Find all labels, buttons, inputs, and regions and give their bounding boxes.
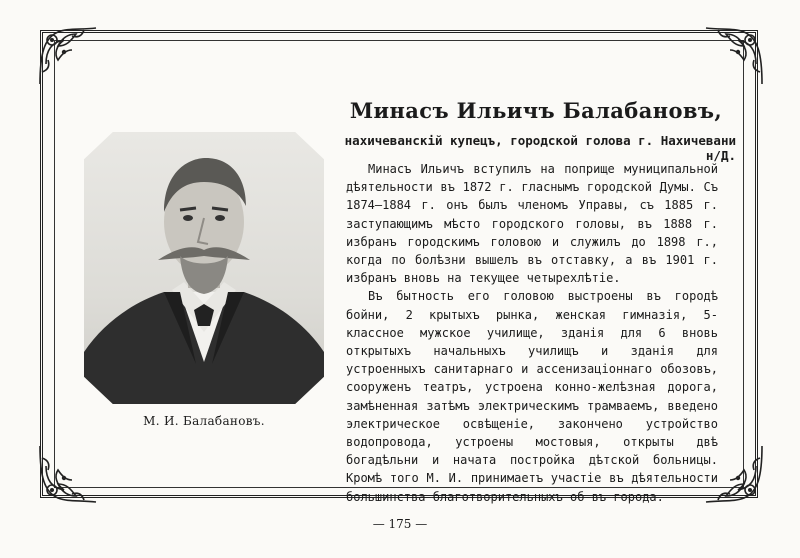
corner-ornament-icon — [702, 24, 766, 88]
person-title-subheading: нахичеванскій купецъ, городской голова г. Нахичевани н/Д. — [344, 133, 736, 163]
paragraph: Въ бытность его головою выстроены въ городѣ бойни, 2 крытыхъ рынка, женская гимназія, 5-классное мужское училище, зданія для 6 вновь открытыхъ начальныхъ училищъ и зданія для устроенныхъ санитарнаго и ассенизаціоннаго обозовъ, сооруженъ театръ, устроена конно-желѣзная дорога, замѣненная затѣмъ электрическимъ трамваемъ, введено электрическое освѣщеніе, закончено устройство водопровода, устроены мостовыя, открыты двѣ богадѣльни и начата постройка дѣтской больницы. Кромѣ того М. И. принимаетъ участіе въ дѣятельности большинства благотворительныхъ об-въ города. — [346, 289, 718, 504]
person-name-heading: Минасъ Ильичъ Балабановъ, — [349, 98, 723, 123]
page-number: — 175 — — [372, 517, 428, 531]
corner-ornament-icon — [36, 24, 100, 88]
corner-ornament-icon — [36, 442, 100, 506]
biography-text — [346, 160, 718, 506]
portrait-caption: М. И. Балабановъ. — [143, 414, 265, 428]
portrait-image — [84, 132, 324, 404]
portrait-photo — [84, 132, 324, 404]
paragraph: Минасъ Ильичъ вступилъ на поприще муниципальной дѣятельности въ 1872 г. гласнымъ городской Думы. Съ 1874—1884 г. онъ былъ членомъ Управы, съ 1885 г. заступающимъ мѣсто городского головы, въ 1888 г. избранъ городскимъ головою и служилъ до 1898 г., когда по болѣзни вышелъ въ отставку, а въ 1901 г. избранъ вновь на текущее четырехлѣтіе. — [346, 162, 718, 286]
